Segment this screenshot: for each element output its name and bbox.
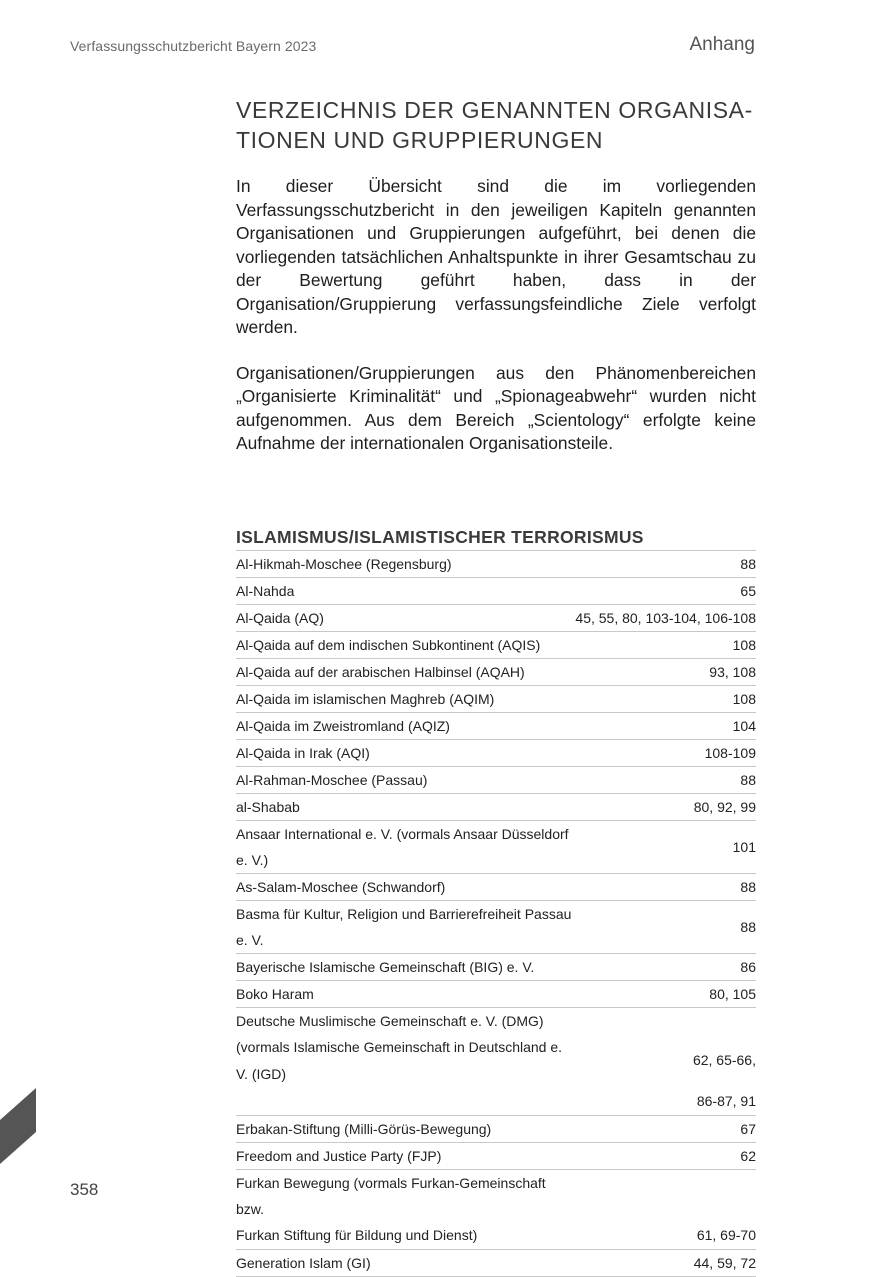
index-row [236,980,756,1007]
title-line-1: VERZEICHNIS DER GENANNTEN ORGANISA- [236,97,753,123]
index-row [236,712,756,739]
index-row [236,1007,756,1034]
index-row [236,820,756,873]
corner-mark [0,1088,36,1164]
page-references: 88 [575,900,756,953]
page-references: 88 [575,550,756,577]
index-row [236,658,756,685]
page-references: 44, 59, 72 [575,1249,756,1276]
section-label: Anhang [689,34,755,55]
organisation-name: Al-Qaida (AQ) [236,604,575,631]
organisation-name: Al-Qaida im Zweistromland (AQIZ) [236,712,575,739]
index-row [236,631,756,658]
organisation-name: Boko Haram [236,980,575,1007]
page-references: 67 [575,1115,756,1142]
organisation-name: Erbakan-Stiftung (Milli-Görüs-Bewegung) [236,1115,575,1142]
index-table [236,550,756,1277]
index-row [236,1169,756,1222]
organisation-name: Al-Qaida im islamischen Maghreb (AQIM) [236,685,575,712]
index-row [236,550,756,577]
page-references: 45, 55, 80, 103-104, 106-108 [575,604,756,631]
page-references: 86 [575,953,756,980]
index-row [236,1034,756,1088]
index-row [236,900,756,953]
category-heading: ISLAMISMUS/ISLAMISTISCHER TERRORISMUS [236,526,644,547]
page-references: 65 [575,577,756,604]
index-row [236,1222,756,1250]
page-references [575,1169,756,1222]
index-row [236,793,756,820]
organisation-name: Generation Islam (GI) [236,1249,575,1276]
intro-paragraph-1: In dieser Übersicht sind die im vorliegenden Verfassungsschutzbericht in den jeweiligen Kapiteln genannten Organisationen und Gruppierungen aufgeführt, bei denen die vorliegenden tatsächlichen Anhaltspunkte in ihrer Gesamtschau zu der Bewertung geführt haben, dass in der Organisation/Gruppierung verfassungsfeindliche Ziele verfolgt werden. [236,176,756,337]
page-references: 104 [575,712,756,739]
intro-paragraph-2: Organisationen/Gruppierungen aus den Phänomenbereichen „Organisierte Kriminalität“ und „Spionageabwehr“ wurden nicht aufgenommen. Aus dem Bereich „Scientology“ erfolgte keine Aufnahme der internationalen Organisationsteile. [236,362,756,453]
index-row [236,1115,756,1142]
page-references: 108 [575,685,756,712]
organisation-name: Al-Nahda [236,577,575,604]
organisation-name: Al-Qaida in Irak (AQI) [236,739,575,766]
page-references: 88 [575,766,756,793]
index-row [236,577,756,604]
organisation-name: Basma für Kultur, Religion und Barrierefreiheit Passau e. V. [236,900,575,953]
page-references: 80, 92, 99 [575,793,756,820]
intro [236,175,756,456]
page-references: 108 [575,631,756,658]
organisation-name: Al-Hikmah-Moschee (Regensburg) [236,550,575,577]
content [236,95,756,1277]
title-line-2: TIONEN UND GRUPPIERUNGEN [236,127,604,153]
organisation-name: Al-Qaida auf dem indischen Subkontinent (AQIS) [236,631,575,658]
organisation-name: Bayerische Islamische Gemeinschaft (BIG) e. V. [236,953,575,980]
index-row [236,873,756,900]
organisation-name: Ansaar International e. V. (vormals Ansaar Düsseldorf e. V.) [236,820,575,873]
page-title [236,95,756,155]
index-row [236,766,756,793]
page-references: 101 [575,820,756,873]
organisation-name [236,1088,575,1116]
index-row [236,604,756,631]
organisation-name: (vormals Islamische Gemeinschaft in Deutschland e. V. (IGD) [236,1038,563,1082]
page-references: 93, 108 [575,658,756,685]
page-references: 86-87, 91 [696,1092,756,1109]
page-references: 62, 65-66, [692,1052,756,1068]
index-row [236,1088,756,1116]
organisation-name: Al-Rahman-Moschee (Passau) [236,766,575,793]
index-row [236,953,756,980]
running-head: Verfassungsschutzbericht Bayern 2023 [70,38,317,54]
page-references: 80, 105 [575,980,756,1007]
organisation-name: Furkan Stiftung für Bildung und Dienst) [236,1226,478,1243]
page-references: 61, 69-70 [696,1226,756,1243]
index-row [236,1142,756,1169]
index-row [236,685,756,712]
page-references [575,1007,756,1034]
organisation-name: As-Salam-Moschee (Schwandorf) [236,873,575,900]
corner-mark-shape [0,1088,36,1164]
index-row [236,739,756,766]
page-number: 358 [70,1180,99,1199]
organisation-name: Al-Qaida auf der arabischen Halbinsel (AQAH) [236,658,575,685]
page-references: 108-109 [575,739,756,766]
page-references: 62 [575,1142,756,1169]
organisation-name: Deutsche Muslimische Gemeinschaft e. V. (DMG) [236,1007,575,1034]
organisation-name: Freedom and Justice Party (FJP) [236,1142,575,1169]
organisation-name: al-Shabab [236,793,575,820]
page-references: 88 [575,873,756,900]
index-row [236,1249,756,1276]
organisation-name: Furkan Bewegung (vormals Furkan-Gemeinschaft bzw. [236,1169,575,1222]
